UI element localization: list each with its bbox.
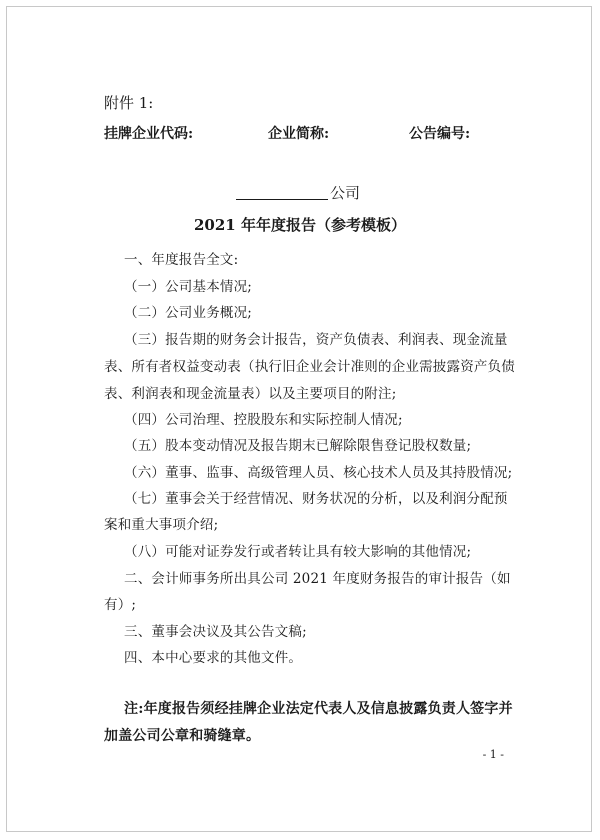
- item-2: （二）公司业务概况;: [124, 305, 253, 321]
- note-line-2: 加盖公司公章和骑缝章。: [104, 728, 261, 744]
- page-number: - 1 -: [482, 748, 504, 761]
- listed-code-label: 挂牌企业代码:: [104, 126, 194, 142]
- item-1: （一）公司基本情况;: [124, 279, 253, 295]
- item-6: （六）董事、监事、高级管理人员、核心技术人员及其持股情况;: [124, 465, 513, 481]
- item-8: （八）可能对证券发行或者转让具有较大影响的其他情况;: [124, 544, 472, 560]
- item-7-line-2: 案和重大事项介绍;: [104, 517, 219, 533]
- short-name-label: 企业简称:: [268, 126, 330, 142]
- item-3-line-1: （三）报告期的财务会计报告，资产负债表、利润表、现金流量: [124, 332, 508, 348]
- section-2-line-1: 二、会计师事务所出具公司 2021 年度财务报告的审计报告（如: [124, 571, 511, 587]
- item-3-line-3: 表、利润表和现金流量表）以及主要项目的附注;: [104, 386, 397, 402]
- document-title: 2021 年年度报告（参考模板）: [194, 216, 406, 234]
- section-3: 三、董事会决议及其公告文稿;: [124, 624, 307, 640]
- announcement-number-label: 公告编号:: [409, 126, 471, 142]
- item-3-line-2: 表、所有者权益变动表（执行旧企业会计准则的企业需披露资产负债: [104, 359, 515, 375]
- section-2-line-2: 有）;: [104, 597, 137, 613]
- company-name-blank: [236, 185, 328, 200]
- item-4: （四）公司治理、控股股东和实际控制人情况;: [124, 412, 403, 428]
- company-name-line: [236, 182, 360, 203]
- item-7-line-1: （七）董事会关于经营情况、财务状况的分析，以及利润分配预: [124, 491, 508, 507]
- note-line-1: 注:年度报告须经挂牌企业法定代表人及信息披露负责人签字并: [124, 701, 513, 717]
- company-suffix: 公司: [330, 184, 361, 202]
- item-5: （五）股本变动情况及报告期末已解除限售登记股权数量;: [124, 438, 472, 454]
- section-4: 四、本中心要求的其他文件。: [124, 650, 303, 666]
- section-1: 一、年度报告全文:: [124, 252, 239, 268]
- attachment-label: 附件 1:: [104, 94, 154, 112]
